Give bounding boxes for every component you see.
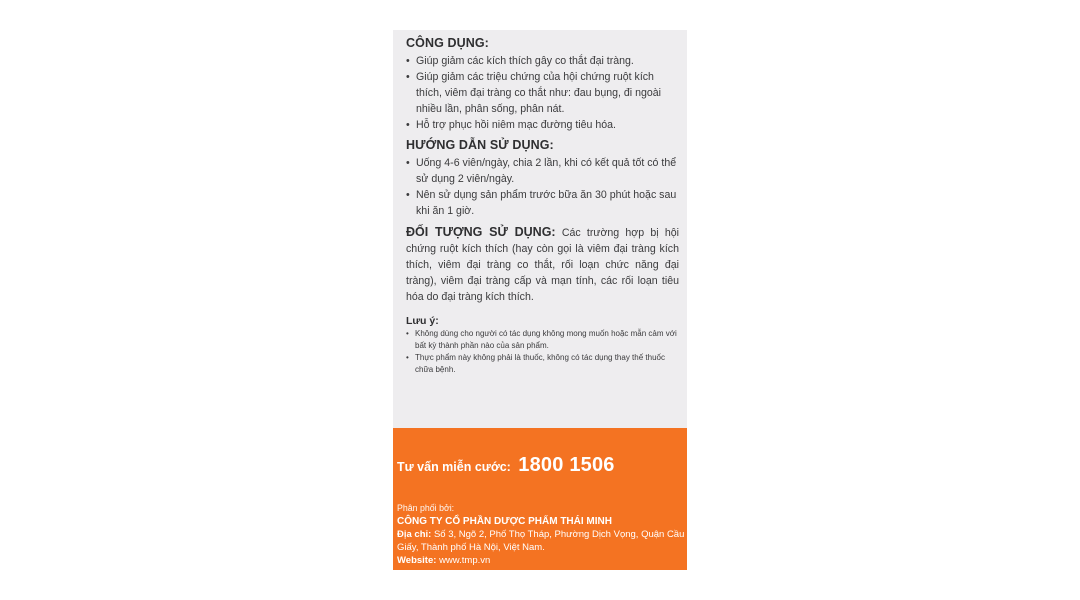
section-cong-dung [406,36,679,133]
info-content [406,36,679,376]
list-item: • Giúp giảm các kích thích gây co thắt đại tràng. [406,53,679,69]
distributed-by-label: Phân phối bởi: [397,503,455,513]
list-item: • Giúp giảm các triệu chứng của hội chứng ruột kích thích, viêm đại tràng co thắt như: đau bụng, đi ngoài nhiều lần, phân sống, phân nát. [406,69,679,117]
website [397,554,685,567]
company-name: CÔNG TY CỔ PHẦN DƯỢC PHẨM THÁI MINH [397,516,612,527]
heading-luu-y: Lưu ý: [406,315,439,327]
product-box-side-panel [393,30,687,570]
website-url: www.tmp.vn [439,555,491,566]
doi-tuong-text: Các trường hợp bị hội chứng ruột kích thích (hay còn gọi là viêm đại tràng kích thích, viêm đại tràng co thắt, rối loạn chức năng đại tràng), viêm đại tràng cấp và mạn tính, các rối loạn tiêu hóa do đại tràng kích thích. [406,227,679,303]
address [397,528,685,554]
list-item: • Nên sử dụng sản phẩm trước bữa ăn 30 phút hoặc sau khi ăn 1 giờ. [406,187,679,219]
hotline-number: 1800 1506 [518,454,615,476]
section-doi-tuong [406,224,679,305]
list-item: • Thực phẩm này không phải là thuốc, không có tác dụng thay thế thuốc chữa bệnh. [406,352,679,376]
section-luu-y [406,315,679,376]
distributor-info [397,502,685,567]
address-text: Số 3, Ngõ 2, Phố Thọ Tháp, Phường Dịch Vọng, Quận Cầu Giấy, Thành phố Hà Nội, Việt Nam. [397,529,685,553]
list-item: • Hỗ trợ phục hồi niêm mạc đường tiêu hóa. [406,117,679,133]
list-item: • Uống 4-6 viên/ngày, chia 2 lần, khi có kết quả tốt có thể sử dụng 2 viên/ngày. [406,155,679,187]
list-item: • Không dùng cho người có tác dụng không mong muốn hoặc mẫn cảm với bất kỳ thành phần nào của sản phẩm. [406,328,679,352]
hotline [397,454,615,477]
heading-huong-dan: HƯỚNG DẪN SỬ DỤNG: [406,138,554,152]
hotline-label: Tư vấn miễn cước: [397,460,511,474]
website-label: Website: [397,555,437,566]
list-luu-y [406,328,679,376]
heading-doi-tuong: ĐỐI TƯỢNG SỬ DỤNG: [406,225,556,239]
section-huong-dan [406,138,679,219]
footer-band [393,428,687,570]
list-cong-dung [406,53,679,133]
list-huong-dan [406,155,679,219]
address-label: Địa chỉ: [397,529,432,540]
heading-cong-dung: CÔNG DỤNG: [406,36,489,50]
